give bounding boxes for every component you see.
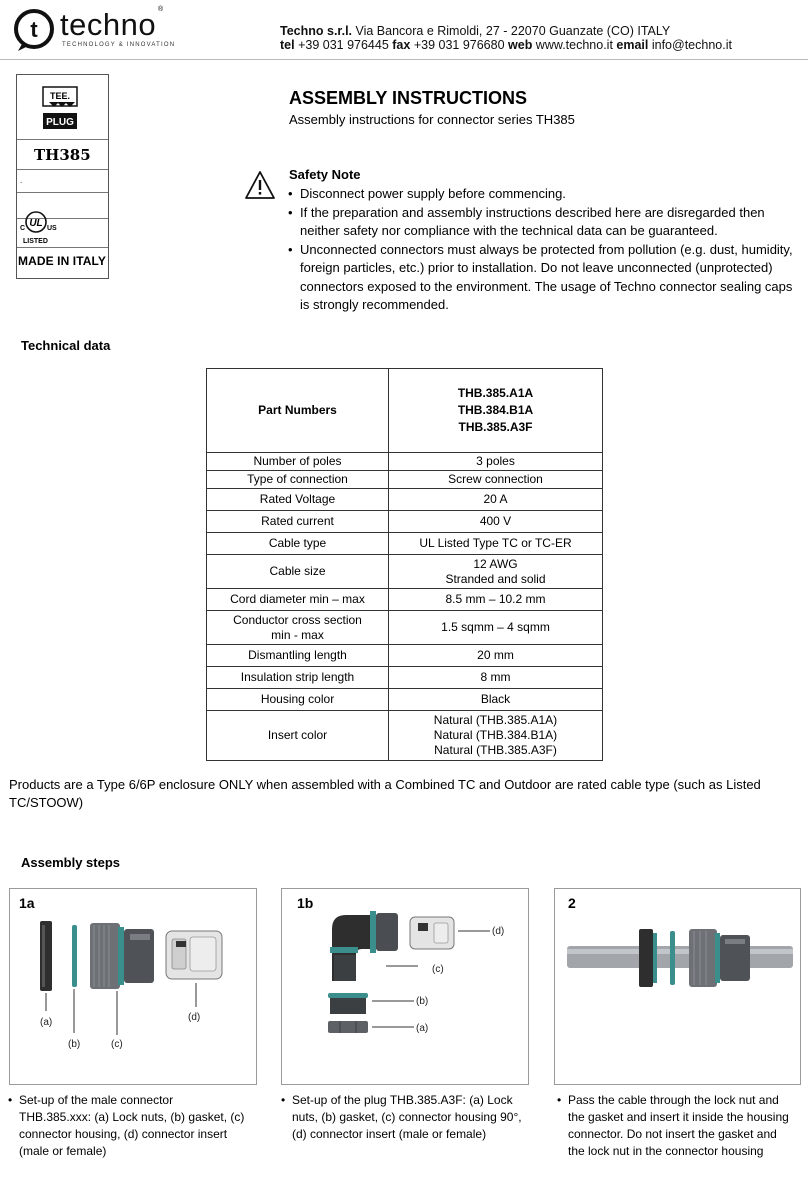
lock-nut-part bbox=[40, 921, 52, 991]
bullet: • bbox=[281, 1093, 286, 1107]
web-value[interactable]: www.techno.it bbox=[532, 38, 617, 52]
header-divider bbox=[0, 59, 808, 60]
row-value: 20 A bbox=[389, 489, 603, 511]
gasket-part bbox=[72, 925, 77, 987]
row-label-line: min - max bbox=[271, 627, 324, 642]
row-value bbox=[389, 555, 603, 589]
fax-label: fax bbox=[392, 38, 411, 52]
step-1a-illustration bbox=[10, 889, 256, 1084]
callout-c: (c) bbox=[111, 1039, 123, 1050]
email-label: email bbox=[616, 38, 649, 52]
gasket-part bbox=[328, 993, 368, 1014]
safety-item: • Unconnected connectors must always be protected from pollution (e.g. dust, humidity, foreign particles, etc.) prior to installation. Do not leave unconnected (unprotected) connectors exposed to the environment. The usage of Techno connector sealing caps is strongly recommended. bbox=[287, 241, 797, 315]
row-label: Insulation strip length bbox=[207, 667, 389, 689]
table-row bbox=[207, 667, 603, 689]
row-label-line: Conductor cross section bbox=[233, 612, 362, 627]
techno-logo-icon bbox=[12, 8, 56, 52]
address-text: Via Bancora e Rimoldi, 27 - 22070 Guanzate (CO) ITALY bbox=[352, 24, 671, 38]
brand-tagline: TECHNOLOGY & INNOVATION bbox=[62, 42, 176, 48]
table-row bbox=[207, 711, 603, 761]
callout-b: (b) bbox=[68, 1039, 81, 1050]
part-number: THB.384.B1A bbox=[457, 403, 534, 417]
page-title: ASSEMBLY INSTRUCTIONS bbox=[289, 88, 528, 108]
row-value: 8.5 mm – 10.2 mm bbox=[389, 589, 603, 611]
tee-plug-icon bbox=[42, 86, 78, 131]
row-label: Insert color bbox=[207, 711, 389, 761]
products-note: Products are a Type 6/6P enclosure ONLY when assembled with a Combined TC and Outdoor are rated cable type (such as Listed TC/STOOW) bbox=[9, 777, 761, 810]
row-value: Black bbox=[389, 689, 603, 711]
table-row bbox=[207, 489, 603, 511]
table-row bbox=[207, 453, 603, 471]
plug-text: PLUG bbox=[46, 117, 74, 128]
part-number: THB.385.A3F bbox=[458, 420, 533, 434]
step-panel-1a bbox=[9, 888, 257, 1085]
step-number: 2 bbox=[568, 895, 576, 911]
ul-mark-text: UL bbox=[29, 218, 43, 229]
web-label: web bbox=[508, 38, 533, 52]
tee-text: TEE. bbox=[49, 91, 71, 101]
connector-insert-part bbox=[166, 931, 222, 979]
table-row bbox=[207, 369, 603, 453]
callout-d: (d) bbox=[492, 926, 505, 937]
label-model: TH385 bbox=[34, 146, 91, 164]
lock-nut-part bbox=[639, 929, 657, 987]
row-value: 400 V bbox=[389, 511, 603, 533]
table-row bbox=[207, 645, 603, 667]
connector-housing-part bbox=[689, 929, 750, 987]
company-address bbox=[280, 24, 670, 38]
registered-mark: ® bbox=[158, 6, 164, 13]
step-panel-1b bbox=[281, 888, 529, 1085]
row-label: Housing color bbox=[207, 689, 389, 711]
svg-text:t: t bbox=[30, 17, 38, 42]
row-label: Cable size bbox=[207, 555, 389, 589]
callout-c: (c) bbox=[432, 964, 444, 975]
step-text: Set-up of the male connector THB.385.xxx: (a) Lock nuts, (b) gasket, (c) connector housing, (d) connector insert (male or female) bbox=[19, 1093, 245, 1158]
table-row bbox=[207, 689, 603, 711]
connector-insert-part bbox=[410, 917, 454, 949]
technical-data-heading: Technical data bbox=[21, 338, 111, 353]
step-text: Pass the cable through the lock nut and the gasket and insert it inside the housing connector. Do not insert the gasket and the lock nut in the connector housing bbox=[568, 1093, 789, 1158]
ul-listed-text: LISTED bbox=[23, 238, 48, 245]
safety-note-title: Safety Note bbox=[289, 167, 361, 182]
row-label: Number of poles bbox=[207, 453, 389, 471]
step-panel-2 bbox=[554, 888, 801, 1085]
label-divider bbox=[17, 192, 108, 193]
bullet: • bbox=[557, 1093, 562, 1107]
part-numbers-header: Part Numbers bbox=[207, 369, 389, 453]
ul-listed-icon bbox=[20, 206, 66, 248]
part-number: THB.385.A1A bbox=[457, 386, 534, 400]
step-1b-description bbox=[281, 1092, 522, 1143]
row-value: Screw connection bbox=[389, 471, 603, 489]
safety-item: • Disconnect power supply before commencing. bbox=[287, 185, 797, 204]
row-label: Cord diameter min – max bbox=[207, 589, 389, 611]
lock-nut-part bbox=[328, 1021, 368, 1033]
step-text: Set-up of the plug THB.385.A3F: (a) Lock nuts, (b) gasket, (c) connector housing 90°, (d) connector insert (male or female) bbox=[292, 1093, 522, 1141]
tel-value: +39 031 976445 bbox=[294, 38, 393, 52]
tel-label: tel bbox=[280, 38, 295, 52]
step-2-illustration bbox=[555, 889, 800, 1084]
brand-name: techno bbox=[60, 7, 157, 42]
table-row bbox=[207, 555, 603, 589]
email-value[interactable]: info@techno.it bbox=[648, 38, 732, 52]
step-1a-description bbox=[8, 1092, 247, 1160]
step-1b-illustration bbox=[282, 889, 528, 1084]
elbow-housing-part bbox=[330, 911, 398, 981]
table-row bbox=[207, 589, 603, 611]
label-dot: . bbox=[20, 176, 23, 185]
step-number: 1a bbox=[19, 895, 35, 911]
row-value: 8 mm bbox=[389, 667, 603, 689]
gasket-part bbox=[670, 931, 675, 985]
row-value-line: Stranded and solid bbox=[445, 571, 546, 586]
row-value: 1.5 sqmm – 4 sqmm bbox=[389, 611, 603, 645]
row-label: Cable type bbox=[207, 533, 389, 555]
table-row bbox=[207, 611, 603, 645]
warning-icon bbox=[244, 170, 276, 200]
row-label: Type of connection bbox=[207, 471, 389, 489]
cable-part bbox=[567, 946, 793, 968]
callout-b: (b) bbox=[416, 996, 429, 1007]
row-value-line: Natural (THB.385.A3F) bbox=[434, 743, 557, 757]
spec-table bbox=[206, 368, 603, 761]
row-value: UL Listed Type TC or TC-ER bbox=[389, 533, 603, 555]
connector-housing-part bbox=[90, 923, 154, 989]
label-divider bbox=[17, 169, 108, 170]
table-row bbox=[207, 511, 603, 533]
step-number: 1b bbox=[297, 895, 314, 911]
row-value: 20 mm bbox=[389, 645, 603, 667]
row-value bbox=[389, 711, 603, 761]
table-row bbox=[207, 533, 603, 555]
row-label: Dismantling length bbox=[207, 645, 389, 667]
callout-a: (a) bbox=[416, 1023, 429, 1034]
safety-item: • If the preparation and assembly instructions described here are disregarded then neither safety nor compliance with the technical data can be guaranteed. bbox=[287, 204, 797, 241]
page-subtitle: Assembly instructions for connector series TH385 bbox=[289, 112, 575, 127]
fax-value: +39 031 976680 bbox=[410, 38, 509, 52]
ul-us-text: US bbox=[47, 225, 57, 232]
step-2-description bbox=[557, 1092, 796, 1160]
assembly-steps-heading: Assembly steps bbox=[21, 855, 120, 870]
label-divider bbox=[17, 139, 108, 140]
row-value: 3 poles bbox=[389, 453, 603, 471]
company-name: Techno s.r.l. bbox=[280, 24, 353, 38]
bullet: • bbox=[8, 1093, 13, 1107]
made-in-italy: MADE IN ITALY bbox=[18, 254, 106, 268]
part-numbers-cell bbox=[389, 369, 603, 453]
ul-c-text: C bbox=[20, 225, 26, 232]
table-row bbox=[207, 471, 603, 489]
row-value-line: 12 AWG bbox=[473, 556, 518, 571]
safety-list bbox=[287, 185, 797, 315]
row-label: Rated Voltage bbox=[207, 489, 389, 511]
row-value-line: Natural (THB.385.A1A) bbox=[433, 713, 558, 727]
company-contacts bbox=[280, 38, 732, 52]
row-label: Rated current bbox=[207, 511, 389, 533]
callout-d: (d) bbox=[188, 1012, 201, 1023]
callout-a: (a) bbox=[40, 1017, 53, 1028]
row-label bbox=[207, 611, 389, 645]
row-value-line: Natural (THB.384.B1A) bbox=[433, 728, 558, 742]
